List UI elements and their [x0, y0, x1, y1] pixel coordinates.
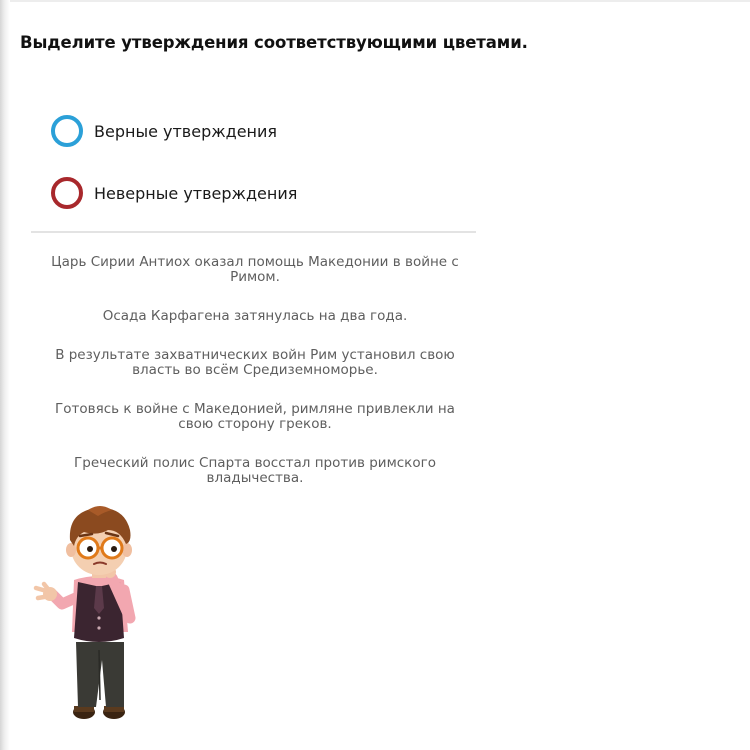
legend-false-label: Неверные утверждения [94, 183, 298, 203]
statements-list [45, 255, 465, 510]
task-title: Выделите утверждения соответствующими цветами. [20, 33, 528, 52]
blue-ring-icon[interactable] [51, 115, 83, 147]
statement-item[interactable]: Готовясь к войне с Македонией, римляне привлекли на свою сторону греков. [55, 401, 455, 432]
top-border [10, 0, 750, 2]
legend-false-statements[interactable] [51, 174, 297, 212]
thinking-boy-character-icon [28, 500, 148, 730]
legend-true-label: Верные утверждения [94, 121, 278, 141]
statement-item[interactable]: В результате захватнических войн Рим установил свою власть во всём Средиземноморье. [55, 347, 455, 378]
red-ring-icon[interactable] [51, 177, 83, 209]
statement-item[interactable]: Греческий полис Спарта восстал против римского владычества. [74, 455, 436, 486]
statement-item[interactable]: Царь Сирии Антиох оказал помощь Македонии в войне с Римом. [51, 254, 459, 285]
statement-item[interactable]: Осада Карфагена затянулась на два года. [102, 308, 408, 324]
left-panel-shadow [0, 0, 10, 750]
legend-true-statements[interactable] [51, 112, 277, 150]
divider [31, 231, 476, 233]
